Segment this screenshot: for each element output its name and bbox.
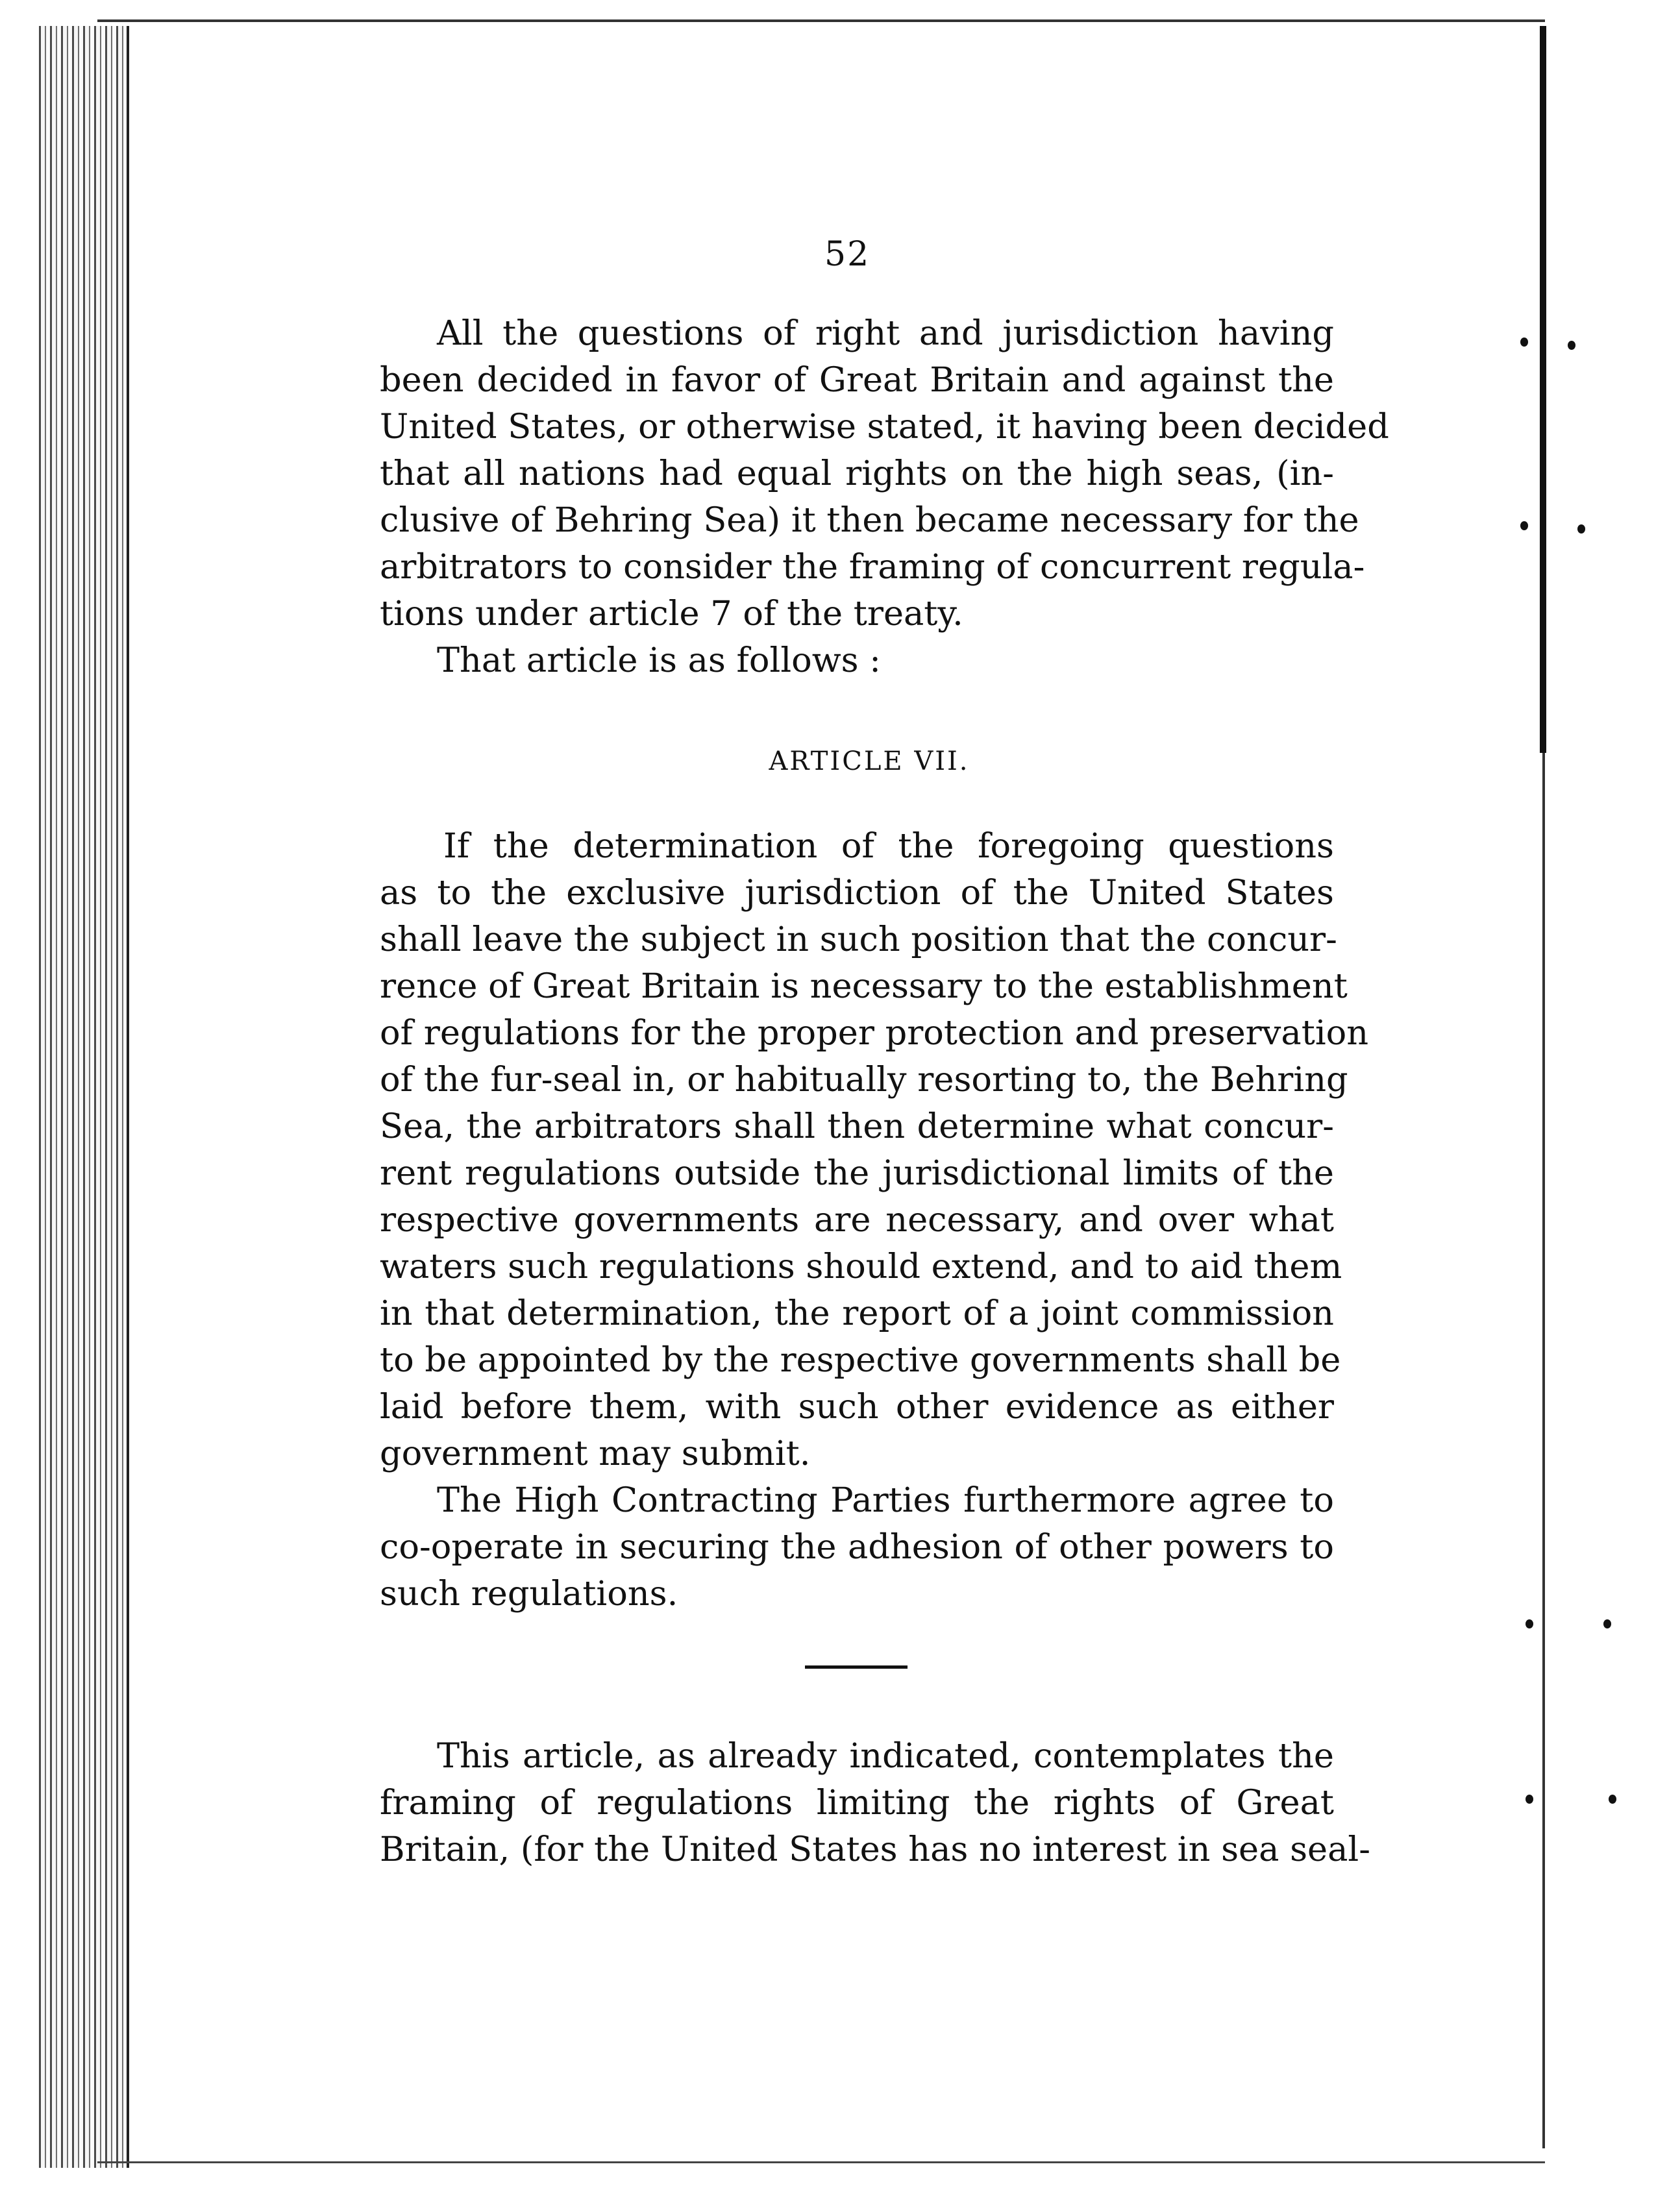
book-binding-edge: [39, 26, 127, 2168]
article-text: [380, 823, 1369, 1617]
article-heading: ARTICLE VII.: [769, 746, 970, 776]
text-line: rence of Great Britain is necessary to the establishment: [380, 966, 1348, 1006]
text-line: government may submit.: [380, 1434, 811, 1473]
text-line: If the determination of the foregoing questions: [443, 826, 1334, 866]
text-line: All the questions of right and jurisdiction having: [437, 313, 1334, 353]
text-line: framing of regulations limiting the rights of Great: [380, 1783, 1334, 1823]
margin-mark: [1609, 1795, 1616, 1804]
text-line: been decided in favor of Great Britain and against the: [380, 360, 1334, 400]
text-line: That article is as follows :: [437, 641, 881, 680]
text-line: respective governments are necessary, and over what: [380, 1200, 1334, 1240]
text-line: in that determination, the report of a joint commission: [380, 1294, 1334, 1333]
page-number: 52: [824, 235, 871, 274]
text-line: of the fur-seal in, or habitually resorting to, the Behring: [380, 1060, 1348, 1099]
text-line: arbitrators to consider the framing of concurrent regula-: [380, 547, 1365, 587]
text-line: Sea, the arbitrators shall then determine what concur-: [380, 1107, 1334, 1146]
text-line: of regulations for the proper protection and preservation: [380, 1013, 1369, 1053]
binding-line: [127, 26, 129, 2168]
margin-mark: [1603, 1619, 1611, 1628]
text-line: co-operate in securing the adhesion of other powers to: [380, 1527, 1334, 1567]
text-line: to be appointed by the respective governments shall be: [380, 1340, 1341, 1380]
margin-mark: [1526, 1619, 1533, 1628]
text-line: as to the exclusive jurisdiction of the United States: [380, 873, 1334, 913]
text-line: United States, or otherwise stated, it having been decided: [380, 407, 1389, 447]
text-line: that all nations had equal rights on the high seas, (in-: [380, 454, 1334, 493]
margin-mark: [1526, 1795, 1533, 1804]
section-divider: [805, 1665, 908, 1669]
margin-mark: [1520, 338, 1528, 347]
page-bottom-edge: [97, 2161, 1545, 2163]
margin-mark: [1568, 341, 1575, 350]
margin-mark: [1577, 524, 1585, 534]
margin-mark: [1520, 521, 1528, 530]
page-top-edge: [97, 19, 1545, 22]
paragraph-lead-in: [380, 637, 1334, 684]
paragraph-intro: [380, 310, 1389, 637]
text-line: laid before them, with such other evidence as either: [380, 1387, 1334, 1427]
text-line: rent regulations outside the jurisdictional limits of the: [380, 1153, 1334, 1193]
text-line: shall leave the subject in such position that the concur-: [380, 920, 1337, 959]
facing-page-edge: [1540, 26, 1546, 753]
paragraph-commentary: [380, 1733, 1370, 1873]
text-line: clusive of Behring Sea) it then became necessary for the: [380, 500, 1359, 540]
text-line: waters such regulations should extend, and to aid them: [380, 1247, 1342, 1286]
facing-page-edge-lower: [1542, 753, 1545, 2148]
text-line: such regulations.: [380, 1574, 678, 1614]
text-line: Britain, (for the United States has no interest in sea seal-: [380, 1830, 1370, 1869]
text-line: This article, as already indicated, contemplates the: [437, 1736, 1334, 1776]
text-line: tions under article 7 of the treaty.: [380, 594, 963, 633]
text-line: The High Contracting Parties furthermore agree to: [437, 1480, 1334, 1520]
